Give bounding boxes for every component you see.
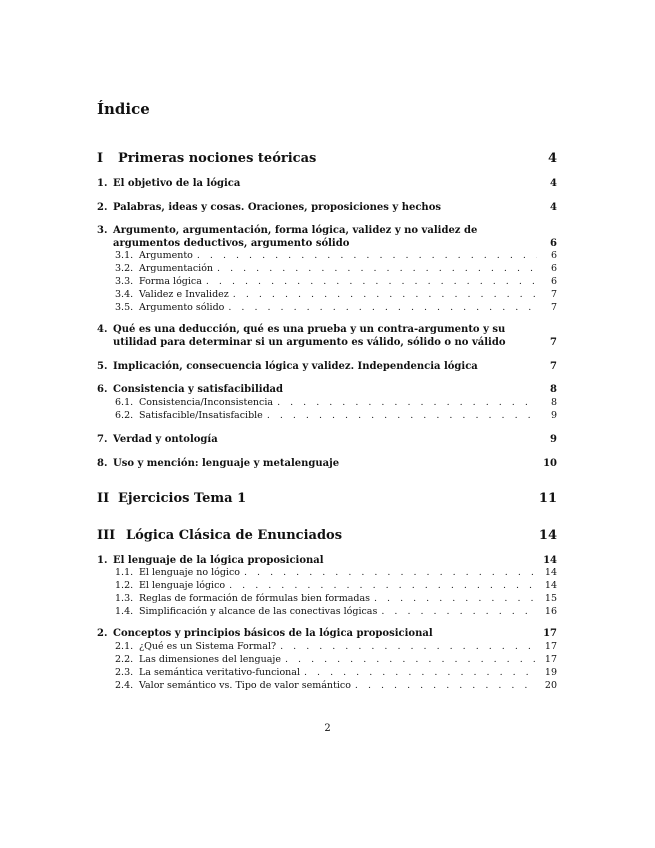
subsection-title: Argumento: [139, 250, 193, 261]
section-page: 4: [550, 178, 557, 189]
part-number: III: [97, 528, 116, 543]
toc-subsection[interactable]: [115, 250, 557, 262]
toc-section[interactable]: [97, 360, 557, 373]
subsection-number: 1.2.: [115, 580, 134, 591]
subsection-number: 3.4.: [115, 289, 134, 300]
section-title: Qué es una deducción, qué es una prueba y un contra-argumento y su utilidad para determinar si un argumento es válido, sólido o no válido: [113, 324, 506, 348]
subsection-number: 6.1.: [115, 397, 134, 408]
subsection-page: 6: [550, 263, 557, 274]
subsection-number: 1.1.: [115, 567, 134, 578]
subsection-number: 6.2.: [115, 410, 134, 421]
subsection-number: 2.2.: [115, 654, 134, 665]
toc-subsection[interactable]: [115, 641, 557, 653]
toc-section[interactable]: [97, 554, 557, 567]
toc-part[interactable]: [97, 491, 557, 506]
section-number: 1.: [97, 555, 108, 566]
subsection-title: Consistencia/Inconsistencia: [139, 397, 274, 408]
section-page: 7: [550, 337, 557, 348]
section-page: 9: [550, 434, 557, 445]
toc-subsection[interactable]: [115, 302, 557, 314]
section-title: Argumento, argumentación, forma lógica, validez y no validez de argumentos deductivos, argumento sólido: [113, 225, 478, 249]
toc-subsection[interactable]: [115, 289, 557, 301]
part-title: Lógica Clásica de Enunciados: [126, 528, 343, 543]
section-number: 3.: [97, 225, 108, 236]
section-page: 8: [550, 384, 557, 395]
subsection-title: Forma lógica: [139, 276, 202, 287]
section-number: 5.: [97, 361, 108, 372]
section-page: 17: [543, 628, 557, 639]
subsection-title: Simplificación y alcance de las conectivas lógicas: [139, 606, 378, 617]
toc-section[interactable]: [97, 224, 557, 250]
subsection-page: 20: [544, 680, 557, 691]
subsection-number: 3.1.: [115, 250, 134, 261]
subsection-title: Satisfacible/Insatisfacible: [139, 410, 263, 421]
subsection-page: 17: [544, 654, 557, 665]
subsection-title: ¿Qué es un Sistema Formal?: [139, 641, 277, 652]
part-title: Primeras nociones teóricas: [118, 151, 317, 166]
subsection-title: Reglas de formación de fórmulas bien formadas: [139, 593, 371, 604]
dot-leader: [304, 667, 537, 679]
section-title: Implicación, consecuencia lógica y validez. Independencia lógica: [113, 361, 478, 372]
section-page: 7: [550, 361, 557, 372]
section-number: 4.: [97, 324, 108, 335]
toc-section[interactable]: [97, 201, 557, 214]
toc-part[interactable]: [97, 151, 557, 166]
section-number: 2.: [97, 628, 108, 639]
section-number: 7.: [97, 434, 108, 445]
toc-section[interactable]: [97, 177, 557, 190]
subsection-number: 3.3.: [115, 276, 134, 287]
part-page: 14: [538, 528, 557, 543]
subsection-page: 8: [550, 397, 557, 408]
section-title: Uso y mención: lenguaje y metalenguaje: [113, 458, 340, 469]
dot-leader: [280, 641, 537, 653]
part-number: II: [97, 491, 110, 506]
dot-leader: [285, 654, 537, 666]
section-number: 6.: [97, 384, 108, 395]
subsection-page: 14: [544, 567, 557, 578]
subsection-number: 3.5.: [115, 302, 134, 313]
section-title: Verdad y ontología: [113, 434, 218, 445]
section-title: Consistencia y satisfacibilidad: [113, 384, 284, 395]
section-number: 2.: [97, 202, 108, 213]
toc-section[interactable]: [97, 383, 557, 396]
dot-leader: [228, 302, 537, 314]
subsection-title: El lenguaje lógico: [139, 580, 226, 591]
dot-leader: [244, 567, 537, 579]
toc-section[interactable]: [97, 323, 557, 349]
part-page: 4: [547, 151, 557, 166]
subsection-title: Argumento sólido: [139, 302, 225, 313]
toc-subsection[interactable]: [115, 680, 557, 692]
toc-subsection[interactable]: [115, 276, 557, 288]
subsection-page: 6: [550, 276, 557, 287]
section-number: 1.: [97, 178, 108, 189]
toc-subsection[interactable]: [115, 667, 557, 679]
subsection-number: 1.3.: [115, 593, 134, 604]
subsection-page: 17: [544, 641, 557, 652]
dot-leader: [206, 276, 537, 288]
subsection-title: El lenguaje no lógico: [139, 567, 240, 578]
subsection-title: Las dimensiones del lenguaje: [139, 654, 281, 665]
dot-leader: [374, 593, 537, 605]
dot-leader: [197, 250, 537, 262]
toc-subsection[interactable]: [115, 593, 557, 605]
toc-subsection[interactable]: [115, 654, 557, 666]
subsection-number: 2.3.: [115, 667, 134, 678]
toc-section[interactable]: [97, 433, 557, 446]
subsection-page: 7: [550, 302, 557, 313]
subsection-page: 9: [550, 410, 557, 421]
page-number: 2: [324, 723, 331, 734]
subsection-page: 19: [544, 667, 557, 678]
part-page: 11: [538, 491, 557, 506]
toc-part[interactable]: [97, 528, 557, 543]
subsection-page: 6: [550, 250, 557, 261]
part-number: I: [97, 151, 104, 166]
toc-subsection[interactable]: [115, 410, 557, 422]
subsection-title: La semántica veritativo-funcional: [139, 667, 300, 678]
subsection-page: 15: [544, 593, 557, 604]
dot-leader: [267, 410, 537, 422]
section-number: 8.: [97, 458, 108, 469]
toc-subsection[interactable]: [115, 263, 557, 275]
toc-subsection[interactable]: [115, 567, 557, 579]
part-title: Ejercicios Tema 1: [118, 491, 247, 506]
subsection-number: 2.1.: [115, 641, 134, 652]
dot-leader: [277, 397, 537, 409]
toc-section[interactable]: [97, 627, 557, 640]
subsection-number: 2.4.: [115, 680, 134, 691]
page-title: Índice: [97, 100, 150, 118]
subsection-page: 14: [544, 580, 557, 591]
section-page: 14: [543, 555, 557, 566]
section-title: El lenguaje de la lógica proposicional: [113, 555, 324, 566]
subsection-title: Valor semántico vs. Tipo de valor semántico: [139, 680, 351, 691]
section-page: 4: [550, 202, 557, 213]
section-title: Conceptos y principios básicos de la lógica proposicional: [113, 628, 433, 639]
subsection-number: 3.2.: [115, 263, 134, 274]
subsection-page: 7: [550, 289, 557, 300]
subsection-number: 1.4.: [115, 606, 134, 617]
section-title: El objetivo de la lógica: [113, 178, 241, 189]
section-page: 10: [543, 458, 557, 469]
toc-subsection[interactable]: [115, 580, 557, 592]
subsection-title: Validez e Invalidez: [139, 289, 229, 300]
subsection-title: Argumentación: [139, 263, 214, 274]
toc-subsection[interactable]: [115, 606, 557, 618]
section-page: 6: [550, 238, 557, 249]
toc-subsection[interactable]: [115, 397, 557, 409]
dot-leader: [381, 606, 537, 618]
dot-leader: [355, 680, 537, 692]
section-title: Palabras, ideas y cosas. Oraciones, proposiciones y hechos: [113, 202, 441, 213]
toc-section[interactable]: [97, 457, 557, 470]
dot-leader: [229, 580, 537, 592]
dot-leader: [233, 289, 537, 301]
subsection-page: 16: [544, 606, 557, 617]
dot-leader: [217, 263, 537, 275]
